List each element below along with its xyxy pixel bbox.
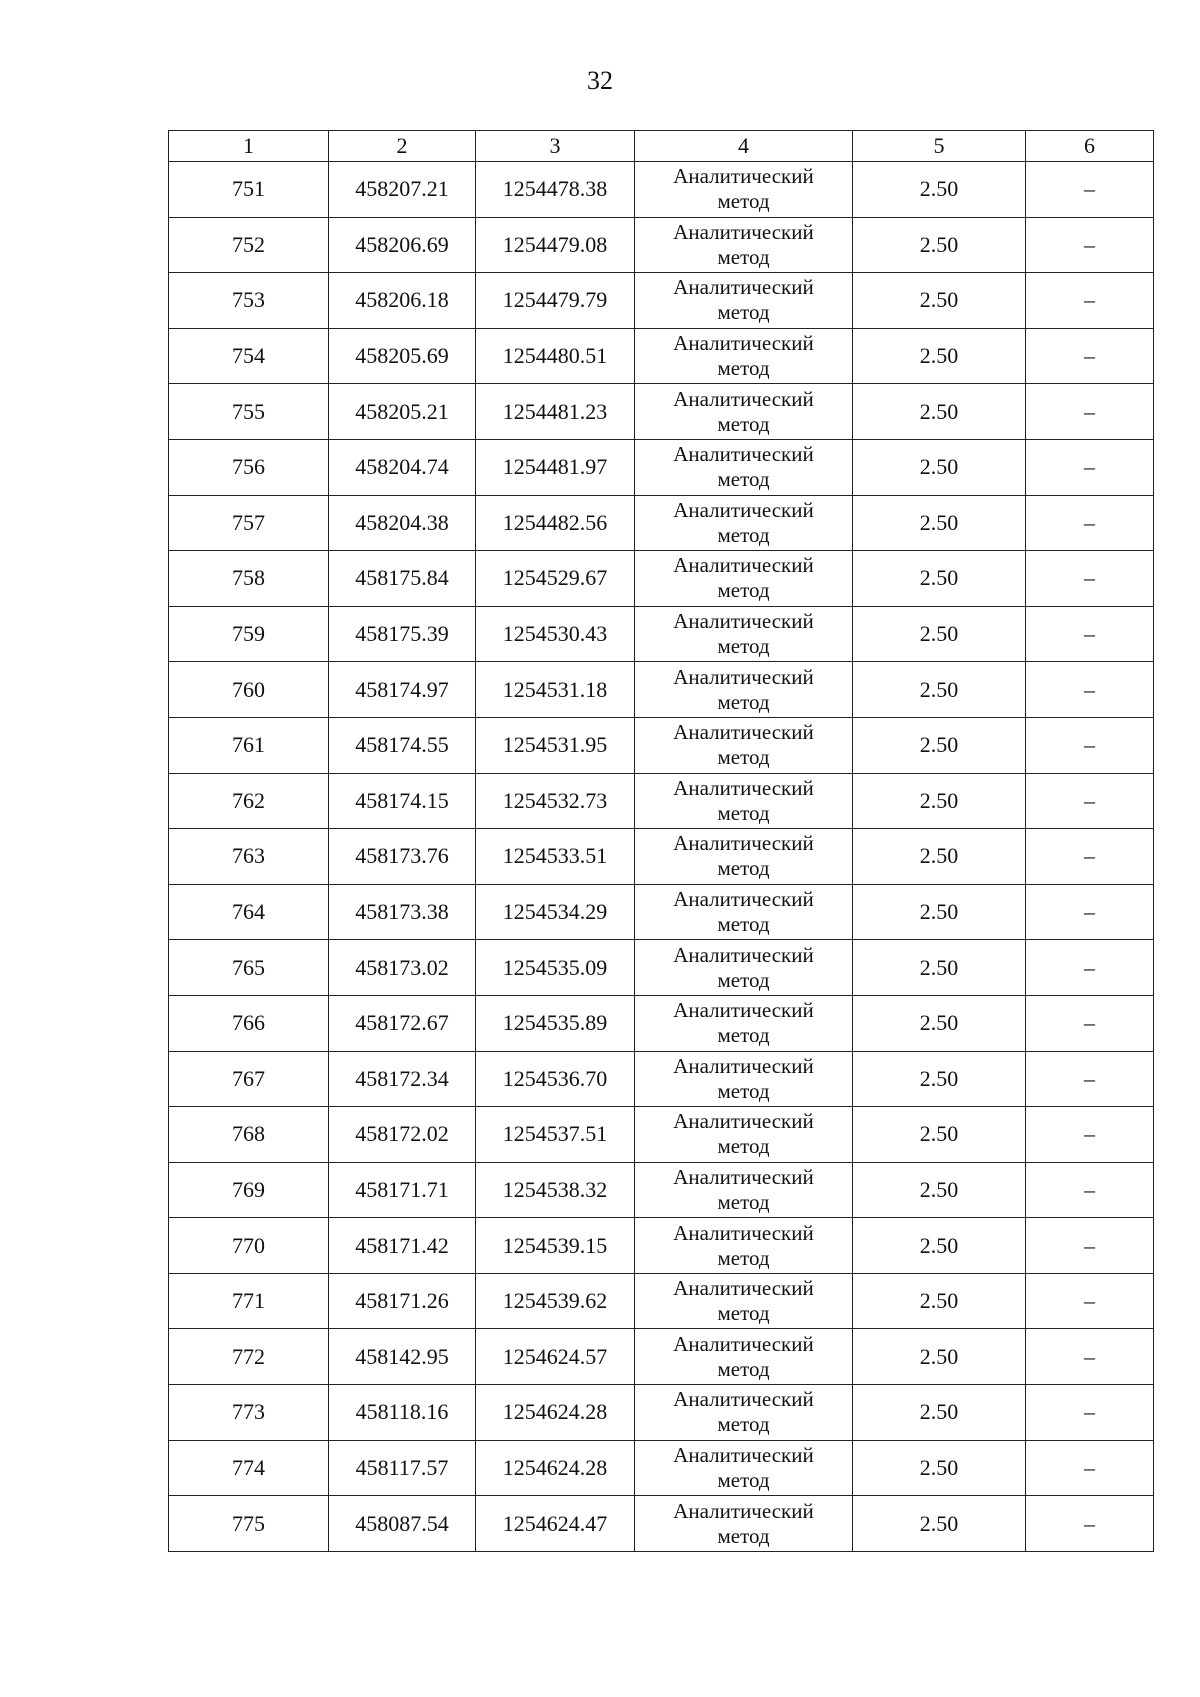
method-cell: [635, 1218, 853, 1274]
method-cell: [635, 606, 853, 662]
column-header-5: 5: [853, 131, 1026, 162]
precision-cell: 2.50: [853, 662, 1026, 718]
precision-cell: 2.50: [853, 1496, 1026, 1552]
point-number-cell: 765: [169, 940, 329, 996]
method-line-2: метод: [717, 244, 770, 269]
table-row: [169, 995, 1154, 1051]
y-coordinate-cell: 1254534.29: [476, 884, 635, 940]
table-row: [169, 162, 1154, 218]
table-row: [169, 273, 1154, 329]
method-line-2: метод: [717, 1301, 770, 1326]
method-cell: [635, 495, 853, 551]
precision-cell: 2.50: [853, 1107, 1026, 1163]
method-line-2: метод: [717, 634, 770, 659]
table-row: [169, 1051, 1154, 1107]
point-number-cell: 751: [169, 162, 329, 218]
method-line-1: Аналитический: [673, 831, 814, 856]
method-cell: [635, 1051, 853, 1107]
note-cell: –: [1026, 551, 1154, 607]
x-coordinate-cell: 458206.69: [329, 217, 476, 273]
method-line-1: Аналитический: [673, 1276, 814, 1301]
method-line-2: метод: [717, 1523, 770, 1548]
y-coordinate-cell: 1254537.51: [476, 1107, 635, 1163]
method-line-2: метод: [717, 1412, 770, 1437]
method-line-1: Аналитический: [673, 1109, 814, 1134]
note-cell: –: [1026, 940, 1154, 996]
note-cell: –: [1026, 1385, 1154, 1441]
method-cell: [635, 940, 853, 996]
method-line-2: метод: [717, 856, 770, 881]
table-row: [169, 1107, 1154, 1163]
column-header-1: 1: [169, 131, 329, 162]
method-cell: [635, 995, 853, 1051]
note-cell: –: [1026, 606, 1154, 662]
note-cell: –: [1026, 1496, 1154, 1552]
table-row: [169, 495, 1154, 551]
method-cell: [635, 439, 853, 495]
x-coordinate-cell: 458174.55: [329, 717, 476, 773]
y-coordinate-cell: 1254531.95: [476, 717, 635, 773]
y-coordinate-cell: 1254480.51: [476, 328, 635, 384]
method-line-1: Аналитический: [673, 331, 814, 356]
precision-cell: 2.50: [853, 829, 1026, 885]
y-coordinate-cell: 1254479.79: [476, 273, 635, 329]
y-coordinate-cell: 1254624.57: [476, 1329, 635, 1385]
method-cell: [635, 1385, 853, 1441]
method-line-2: метод: [717, 189, 770, 214]
method-line-2: метод: [717, 1078, 770, 1103]
point-number-cell: 774: [169, 1440, 329, 1496]
note-cell: –: [1026, 439, 1154, 495]
y-coordinate-cell: 1254535.89: [476, 995, 635, 1051]
table-row: [169, 773, 1154, 829]
method-line-1: Аналитический: [673, 1442, 814, 1467]
method-cell: [635, 829, 853, 885]
x-coordinate-cell: 458171.71: [329, 1162, 476, 1218]
point-number-cell: 758: [169, 551, 329, 607]
header-row: [169, 131, 1154, 162]
point-number-cell: 752: [169, 217, 329, 273]
table-row: [169, 829, 1154, 885]
y-coordinate-cell: 1254539.62: [476, 1273, 635, 1329]
method-line-1: Аналитический: [673, 998, 814, 1023]
y-coordinate-cell: 1254535.09: [476, 940, 635, 996]
method-cell: [635, 884, 853, 940]
x-coordinate-cell: 458171.42: [329, 1218, 476, 1274]
point-number-cell: 770: [169, 1218, 329, 1274]
note-cell: –: [1026, 717, 1154, 773]
method-cell: [635, 328, 853, 384]
note-cell: –: [1026, 162, 1154, 218]
precision-cell: 2.50: [853, 1273, 1026, 1329]
point-number-cell: 773: [169, 1385, 329, 1441]
y-coordinate-cell: 1254481.23: [476, 384, 635, 440]
method-line-2: метод: [717, 522, 770, 547]
precision-cell: 2.50: [853, 995, 1026, 1051]
table-row: [169, 662, 1154, 718]
x-coordinate-cell: 458118.16: [329, 1385, 476, 1441]
y-coordinate-cell: 1254536.70: [476, 1051, 635, 1107]
method-line-2: метод: [717, 1023, 770, 1048]
y-coordinate-cell: 1254539.15: [476, 1218, 635, 1274]
method-line-2: метод: [717, 1189, 770, 1214]
y-coordinate-cell: 1254482.56: [476, 495, 635, 551]
note-cell: –: [1026, 1107, 1154, 1163]
x-coordinate-cell: 458206.18: [329, 273, 476, 329]
method-cell: [635, 717, 853, 773]
method-cell: [635, 1496, 853, 1552]
y-coordinate-cell: 1254479.08: [476, 217, 635, 273]
x-coordinate-cell: 458175.84: [329, 551, 476, 607]
method-cell: [635, 273, 853, 329]
table-row: [169, 717, 1154, 773]
note-cell: –: [1026, 1273, 1154, 1329]
x-coordinate-cell: 458173.38: [329, 884, 476, 940]
table-row: [169, 1496, 1154, 1552]
point-number-cell: 775: [169, 1496, 329, 1552]
method-line-1: Аналитический: [673, 219, 814, 244]
method-cell: [635, 162, 853, 218]
note-cell: –: [1026, 884, 1154, 940]
table-row: [169, 439, 1154, 495]
point-number-cell: 757: [169, 495, 329, 551]
column-header-3: 3: [476, 131, 635, 162]
method-line-1: Аналитический: [673, 497, 814, 522]
method-line-1: Аналитический: [673, 887, 814, 912]
precision-cell: 2.50: [853, 1218, 1026, 1274]
method-line-2: метод: [717, 411, 770, 436]
method-line-1: Аналитический: [673, 664, 814, 689]
point-number-cell: 756: [169, 439, 329, 495]
y-coordinate-cell: 1254529.67: [476, 551, 635, 607]
point-number-cell: 772: [169, 1329, 329, 1385]
method-cell: [635, 1107, 853, 1163]
note-cell: –: [1026, 1218, 1154, 1274]
y-coordinate-cell: 1254530.43: [476, 606, 635, 662]
precision-cell: 2.50: [853, 1329, 1026, 1385]
precision-cell: 2.50: [853, 940, 1026, 996]
method-line-1: Аналитический: [673, 1387, 814, 1412]
method-line-1: Аналитический: [673, 275, 814, 300]
precision-cell: 2.50: [853, 1051, 1026, 1107]
method-cell: [635, 662, 853, 718]
table-row: [169, 1329, 1154, 1385]
method-line-1: Аналитический: [673, 1498, 814, 1523]
table-row: [169, 1385, 1154, 1441]
table-row: [169, 1440, 1154, 1496]
point-number-cell: 753: [169, 273, 329, 329]
precision-cell: 2.50: [853, 217, 1026, 273]
method-line-2: метод: [717, 1467, 770, 1492]
column-header-6: 6: [1026, 131, 1154, 162]
precision-cell: 2.50: [853, 884, 1026, 940]
x-coordinate-cell: 458087.54: [329, 1496, 476, 1552]
point-number-cell: 762: [169, 773, 329, 829]
method-cell: [635, 551, 853, 607]
method-line-2: метод: [717, 689, 770, 714]
page-number: 32: [587, 66, 613, 95]
x-coordinate-cell: 458172.02: [329, 1107, 476, 1163]
method-line-1: Аналитический: [673, 442, 814, 467]
method-line-2: метод: [717, 300, 770, 325]
table-body: [169, 162, 1154, 1552]
note-cell: –: [1026, 1051, 1154, 1107]
table-header: [169, 131, 1154, 162]
note-cell: –: [1026, 773, 1154, 829]
x-coordinate-cell: 458142.95: [329, 1329, 476, 1385]
x-coordinate-cell: 458175.39: [329, 606, 476, 662]
method-line-2: метод: [717, 1356, 770, 1381]
precision-cell: 2.50: [853, 495, 1026, 551]
x-coordinate-cell: 458204.74: [329, 439, 476, 495]
y-coordinate-cell: 1254538.32: [476, 1162, 635, 1218]
y-coordinate-cell: 1254532.73: [476, 773, 635, 829]
x-coordinate-cell: 458117.57: [329, 1440, 476, 1496]
method-line-2: метод: [717, 356, 770, 381]
table-row: [169, 606, 1154, 662]
y-coordinate-cell: 1254481.97: [476, 439, 635, 495]
method-cell: [635, 773, 853, 829]
table-row: [169, 551, 1154, 607]
point-number-cell: 755: [169, 384, 329, 440]
table-row: [169, 884, 1154, 940]
note-cell: –: [1026, 1440, 1154, 1496]
note-cell: –: [1026, 995, 1154, 1051]
method-line-1: Аналитический: [673, 1220, 814, 1245]
precision-cell: 2.50: [853, 717, 1026, 773]
note-cell: –: [1026, 662, 1154, 718]
table-row: [169, 217, 1154, 273]
table-row: [169, 384, 1154, 440]
note-cell: –: [1026, 217, 1154, 273]
precision-cell: 2.50: [853, 384, 1026, 440]
x-coordinate-cell: 458173.02: [329, 940, 476, 996]
note-cell: –: [1026, 273, 1154, 329]
point-number-cell: 769: [169, 1162, 329, 1218]
table-row: [169, 1273, 1154, 1329]
y-coordinate-cell: 1254533.51: [476, 829, 635, 885]
point-number-cell: 764: [169, 884, 329, 940]
note-cell: –: [1026, 328, 1154, 384]
precision-cell: 2.50: [853, 273, 1026, 329]
method-cell: [635, 1162, 853, 1218]
precision-cell: 2.50: [853, 328, 1026, 384]
y-coordinate-cell: 1254478.38: [476, 162, 635, 218]
note-cell: –: [1026, 1162, 1154, 1218]
method-line-1: Аналитический: [673, 386, 814, 411]
note-cell: –: [1026, 384, 1154, 440]
method-line-2: метод: [717, 967, 770, 992]
method-line-2: метод: [717, 1245, 770, 1270]
x-coordinate-cell: 458174.97: [329, 662, 476, 718]
precision-cell: 2.50: [853, 439, 1026, 495]
method-line-1: Аналитический: [673, 942, 814, 967]
precision-cell: 2.50: [853, 1162, 1026, 1218]
method-cell: [635, 1329, 853, 1385]
precision-cell: 2.50: [853, 773, 1026, 829]
y-coordinate-cell: 1254531.18: [476, 662, 635, 718]
table-row: [169, 940, 1154, 996]
x-coordinate-cell: 458173.76: [329, 829, 476, 885]
y-coordinate-cell: 1254624.47: [476, 1496, 635, 1552]
method-cell: [635, 1440, 853, 1496]
method-line-1: Аналитический: [673, 1331, 814, 1356]
method-line-2: метод: [717, 1134, 770, 1159]
precision-cell: 2.50: [853, 1385, 1026, 1441]
method-line-1: Аналитический: [673, 775, 814, 800]
point-number-cell: 771: [169, 1273, 329, 1329]
point-number-cell: 760: [169, 662, 329, 718]
method-line-2: метод: [717, 745, 770, 770]
method-line-1: Аналитический: [673, 1164, 814, 1189]
note-cell: –: [1026, 829, 1154, 885]
method-line-1: Аналитический: [673, 720, 814, 745]
precision-cell: 2.50: [853, 606, 1026, 662]
method-line-2: метод: [717, 578, 770, 603]
x-coordinate-cell: 458207.21: [329, 162, 476, 218]
table-row: [169, 328, 1154, 384]
y-coordinate-cell: 1254624.28: [476, 1440, 635, 1496]
method-line-1: Аналитический: [673, 1053, 814, 1078]
method-cell: [635, 1273, 853, 1329]
column-header-4: 4: [635, 131, 853, 162]
point-number-cell: 754: [169, 328, 329, 384]
point-number-cell: 763: [169, 829, 329, 885]
precision-cell: 2.50: [853, 551, 1026, 607]
precision-cell: 2.50: [853, 162, 1026, 218]
precision-cell: 2.50: [853, 1440, 1026, 1496]
x-coordinate-cell: 458172.34: [329, 1051, 476, 1107]
x-coordinate-cell: 458205.21: [329, 384, 476, 440]
method-cell: [635, 217, 853, 273]
table-row: [169, 1162, 1154, 1218]
x-coordinate-cell: 458205.69: [329, 328, 476, 384]
method-line-2: метод: [717, 467, 770, 492]
point-number-cell: 768: [169, 1107, 329, 1163]
method-line-1: Аналитический: [673, 553, 814, 578]
x-coordinate-cell: 458174.15: [329, 773, 476, 829]
x-coordinate-cell: 458171.26: [329, 1273, 476, 1329]
method-line-1: Аналитический: [673, 164, 814, 189]
point-number-cell: 767: [169, 1051, 329, 1107]
note-cell: –: [1026, 495, 1154, 551]
column-header-2: 2: [329, 131, 476, 162]
x-coordinate-cell: 458172.67: [329, 995, 476, 1051]
method-line-1: Аналитический: [673, 609, 814, 634]
table-row: [169, 1218, 1154, 1274]
point-number-cell: 761: [169, 717, 329, 773]
coordinates-table: [168, 130, 1154, 1552]
method-cell: [635, 384, 853, 440]
method-line-2: метод: [717, 912, 770, 937]
y-coordinate-cell: 1254624.28: [476, 1385, 635, 1441]
point-number-cell: 766: [169, 995, 329, 1051]
note-cell: –: [1026, 1329, 1154, 1385]
method-line-2: метод: [717, 800, 770, 825]
x-coordinate-cell: 458204.38: [329, 495, 476, 551]
point-number-cell: 759: [169, 606, 329, 662]
